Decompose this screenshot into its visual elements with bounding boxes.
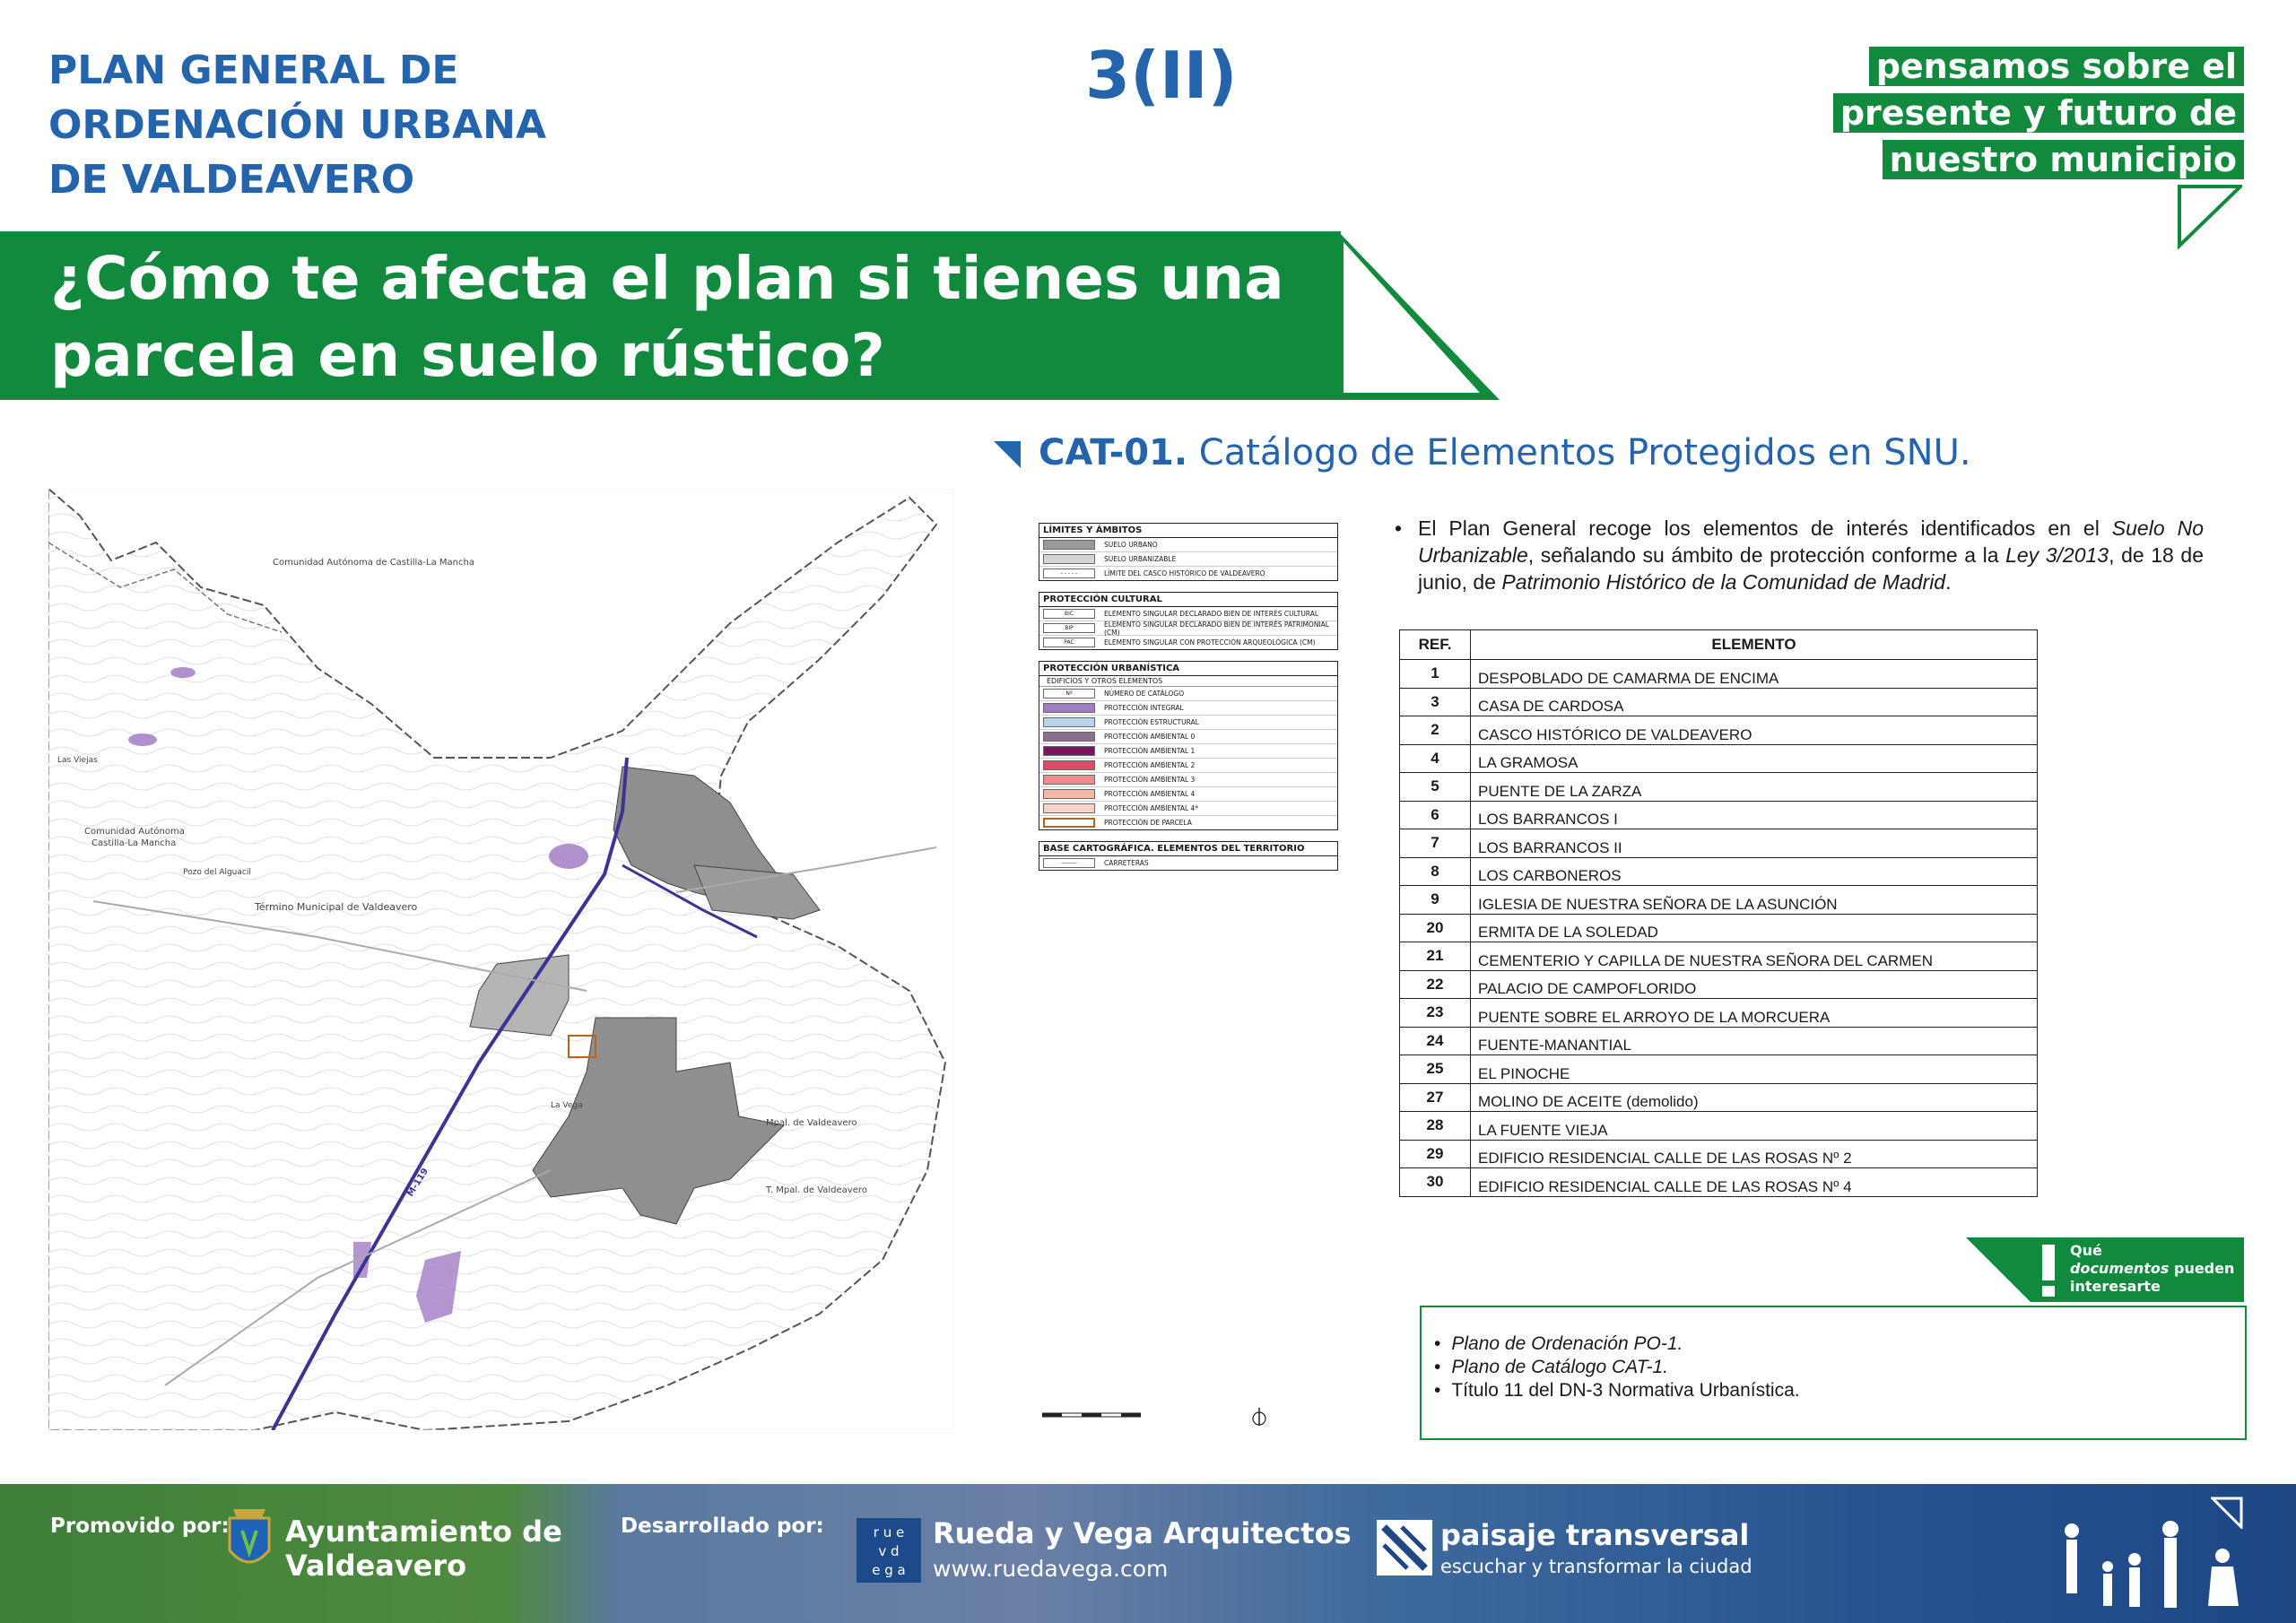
legend-row xyxy=(1039,701,1337,716)
section-marker-icon xyxy=(994,441,1022,470)
municipal-area xyxy=(48,489,945,1430)
table-cell-ref: 4 xyxy=(1400,744,1471,773)
legend-block-title: PROTECCIÓN URBANÍSTICA xyxy=(1039,662,1337,676)
table-cell-element: EDIFICIO RESIDENCIAL CALLE DE LAS ROSAS Nº 4 xyxy=(1471,1168,2038,1197)
legend-label: ELEMENTO SINGULAR DECLARADO BIEN DE INTERÉS PATRIMONIAL (CM) xyxy=(1104,620,1329,637)
document-item-text: Plano de Catálogo CAT-1. xyxy=(1451,1357,1669,1377)
coat-of-arms-icon xyxy=(224,1504,274,1575)
panel-number: 3(II) xyxy=(1085,38,1238,113)
legend-row xyxy=(1039,787,1337,802)
table-row xyxy=(1400,660,2038,689)
legend-label: PROTECCIÓN AMBIENTAL 2 xyxy=(1104,761,1196,769)
table-cell-ref: 29 xyxy=(1400,1140,1471,1168)
table-cell-ref: 24 xyxy=(1400,1027,1471,1055)
catalog-map xyxy=(48,489,954,1430)
intro-text-4: . xyxy=(1945,570,1952,594)
map-label-pozo: Pozo del Alguacil xyxy=(183,868,251,877)
north-arrow-icon xyxy=(1251,1406,1267,1428)
protected-area-1 xyxy=(549,844,588,869)
plan-title-line-1: PLAN GENERAL DE xyxy=(48,48,459,93)
legend-swatch: PAC xyxy=(1043,638,1095,647)
table-cell-element: EL PINOCHE xyxy=(1471,1055,2038,1084)
section-title xyxy=(1039,432,1971,473)
legend-swatch xyxy=(1043,803,1095,813)
legend-swatch xyxy=(1043,818,1095,828)
table-cell-ref: 9 xyxy=(1400,886,1471,915)
documents-header-line-1: Qué xyxy=(2070,1242,2102,1259)
plan-title-line-2: ORDENACIÓN URBANA xyxy=(48,102,547,148)
table-cell-element: ERMITA DE LA SOLEDAD xyxy=(1471,914,2038,942)
rueda-vega-logo-line-2: v d xyxy=(878,1543,900,1559)
paisaje-transversal-logo-icon xyxy=(1377,1520,1432,1575)
table-row xyxy=(1400,999,2038,1028)
legend-label: PROTECCIÓN ESTRUCTURAL xyxy=(1104,718,1199,726)
intro-italic-1: Suelo No Urbanizable xyxy=(1418,516,2204,567)
protected-area-2 xyxy=(128,733,157,746)
legend-block xyxy=(1039,523,1338,581)
intro-text-2: , señalando su ámbito de protección conforme a la xyxy=(1527,543,2006,567)
documents-header-line-2: pueden xyxy=(2173,1260,2235,1277)
table-cell-ref: 22 xyxy=(1400,970,1471,999)
legend-row xyxy=(1039,856,1337,870)
legend-label: LÍMITE DEL CASCO HISTÓRICO DE VALDEAVERO xyxy=(1104,569,1265,577)
promoter-name xyxy=(285,1515,562,1583)
legend-label: PROTECCIÓN INTEGRAL xyxy=(1104,704,1184,712)
map-label-region-w1: Comunidad Autónoma xyxy=(84,827,185,837)
document-item xyxy=(1434,1379,2245,1402)
map-label-region-ne: Comunidad Autónoma de Castilla-La Mancha xyxy=(273,558,474,568)
legend-swatch xyxy=(1043,789,1095,799)
map-label-mpal-1: Mpal. de Valdeavero xyxy=(766,1118,857,1128)
table-row xyxy=(1400,970,2038,999)
legend-label: PROTECCIÓN AMBIENTAL 0 xyxy=(1104,733,1196,741)
table-cell-element: LOS CARBONEROS xyxy=(1471,857,2038,886)
legend-label: PROTECCIÓN AMBIENTAL 3 xyxy=(1104,776,1196,784)
legend-label: SUELO URBANO xyxy=(1104,541,1158,549)
table-cell-ref: 5 xyxy=(1400,773,1471,802)
legend-block-title: PROTECCIÓN CULTURAL xyxy=(1039,593,1337,607)
legend-swatch: Nº xyxy=(1043,689,1095,699)
document-item xyxy=(1434,1332,2245,1356)
table-header-row xyxy=(1400,630,2038,660)
table-cell-element: CASA DE CARDOSA xyxy=(1471,688,2038,716)
table-cell-element: PALACIO DE CAMPOFLORIDO xyxy=(1471,970,2038,999)
intro-text-1: El Plan General recoge los elementos de interés identificados en el xyxy=(1418,516,2112,540)
footer xyxy=(0,1484,2296,1623)
banner-line-2: parcela en suelo rústico? xyxy=(50,321,885,390)
table-row xyxy=(1400,716,2038,745)
slogan xyxy=(1833,47,2244,187)
table-row xyxy=(1400,1168,2038,1197)
legend-row xyxy=(1039,730,1337,744)
map-label-vega: La Vega xyxy=(551,1101,583,1110)
promoter-line-1: Ayuntamiento de xyxy=(285,1515,562,1549)
legend-row xyxy=(1039,636,1337,649)
legend-swatch: BIP xyxy=(1043,623,1095,633)
legend-row xyxy=(1039,538,1337,552)
legend-row xyxy=(1039,687,1337,701)
intro-paragraph xyxy=(1395,515,2204,595)
firm-name: Rueda y Vega Arquitectos xyxy=(933,1516,1352,1550)
legend-block xyxy=(1039,592,1338,650)
table-row xyxy=(1400,801,2038,829)
table-cell-element: LA FUENTE VIEJA xyxy=(1471,1112,2038,1141)
table-cell-ref: 2 xyxy=(1400,716,1471,745)
legend-swatch: BIC xyxy=(1043,609,1095,619)
legend-row xyxy=(1039,744,1337,759)
documents-list xyxy=(1434,1332,2245,1402)
table-cell-ref: 8 xyxy=(1400,857,1471,886)
map-label-mpal-2: T. Mpal. de Valdeavero xyxy=(766,1185,867,1195)
partner-name: paisaje transversal xyxy=(1440,1518,1750,1552)
legend-row xyxy=(1039,567,1337,580)
table-row xyxy=(1400,1055,2038,1084)
document-item xyxy=(1434,1356,2245,1379)
table-cell-ref: 6 xyxy=(1400,801,1471,829)
slogan-triangle-icon xyxy=(2178,185,2242,249)
table-row xyxy=(1400,744,2038,773)
banner-question xyxy=(50,240,1342,395)
catalog-table xyxy=(1399,629,2038,1197)
column-header-ref: REF. xyxy=(1400,630,1471,660)
legend-label: PROTECCIÓN AMBIENTAL 1 xyxy=(1104,747,1196,755)
legend-swatch xyxy=(1043,703,1095,713)
slogan-line-1: pensamos sobre el xyxy=(1869,47,2244,86)
table-cell-element: MOLINO DE ACEITE (demolido) xyxy=(1471,1083,2038,1112)
documents-header-text xyxy=(2070,1242,2249,1296)
table-cell-element: IGLESIA DE NUESTRA SEÑORA DE LA ASUNCIÓN xyxy=(1471,886,2038,915)
table-cell-element: CEMENTERIO Y CAPILLA DE NUESTRA SEÑORA DEL CARMEN xyxy=(1471,942,2038,971)
legend-label: PROTECCIÓN AMBIENTAL 4* xyxy=(1104,804,1199,812)
section-code: CAT-01. xyxy=(1039,432,1188,473)
legend-swatch xyxy=(1043,746,1095,756)
table-cell-element: LOS BARRANCOS I xyxy=(1471,801,2038,829)
rueda-vega-logo-line-1: r u e xyxy=(873,1524,905,1541)
table-cell-ref: 30 xyxy=(1400,1168,1471,1197)
people-silhouettes-icon xyxy=(2054,1520,2251,1619)
legend-label: ELEMENTO SINGULAR CON PROTECCIÓN ARQUEOLÓGICA (CM) xyxy=(1104,638,1316,647)
table-row xyxy=(1400,914,2038,942)
table-cell-element: EDIFICIO RESIDENCIAL CALLE DE LAS ROSAS Nº 2 xyxy=(1471,1140,2038,1168)
legend-block-subtitle: EDIFICIOS Y OTROS ELEMENTOS xyxy=(1039,676,1337,687)
table-cell-element: PUENTE SOBRE EL ARROYO DE LA MORCUERA xyxy=(1471,999,2038,1028)
map-label-viejas: Las Viejas xyxy=(57,756,98,765)
table-cell-element: PUENTE DE LA ZARZA xyxy=(1471,773,2038,802)
legend-row xyxy=(1039,716,1337,730)
table-row xyxy=(1400,857,2038,886)
table-cell-ref: 7 xyxy=(1400,829,1471,858)
table-cell-ref: 3 xyxy=(1400,688,1471,716)
scale-bar xyxy=(1042,1410,1141,1422)
developed-by-label: Desarrollado por: xyxy=(621,1515,824,1538)
rueda-vega-logo xyxy=(857,1518,921,1583)
table-cell-ref: 21 xyxy=(1400,942,1471,971)
promoted-by-label: Promovido por: xyxy=(50,1515,230,1538)
plan-title-line-3: DE VALDEAVERO xyxy=(48,157,415,203)
table-row xyxy=(1400,1027,2038,1055)
legend-block-title: BASE CARTOGRÁFICA. ELEMENTOS DEL TERRITORIO xyxy=(1039,842,1337,856)
documents-box xyxy=(1420,1306,2247,1440)
document-item-text: Plano de Ordenación PO-1. xyxy=(1451,1333,1683,1354)
map-legend xyxy=(1039,523,1338,881)
table-row xyxy=(1400,942,2038,971)
slogan-line-3: nuestro municipio xyxy=(1883,140,2244,179)
rueda-vega-logo-line-3: e g a xyxy=(872,1562,906,1578)
table-cell-element: DESPOBLADO DE CAMARMA DE ENCIMA xyxy=(1471,660,2038,689)
plan-title xyxy=(48,43,587,207)
map-label-term: Término Municipal de Valdeavero xyxy=(255,901,418,913)
table-cell-ref: 27 xyxy=(1400,1083,1471,1112)
intro-bullet: • xyxy=(1395,516,1403,540)
table-cell-ref: 28 xyxy=(1400,1112,1471,1141)
protected-area-3 xyxy=(170,667,196,678)
intro-italic-3: Patrimonio Histórico de la Comunidad de Madrid xyxy=(1501,570,1946,594)
legend-label: NÚMERO DE CATÁLOGO xyxy=(1104,690,1185,698)
table-cell-element: FUENTE-MANANTIAL xyxy=(1471,1027,2038,1055)
intro-text-3: , de 18 de junio, de xyxy=(1418,543,2204,594)
legend-swatch xyxy=(1043,775,1095,785)
legend-block-title: LÍMITES Y ÁMBITOS xyxy=(1039,524,1337,538)
legend-label: ELEMENTO SINGULAR DECLARADO BIEN DE INTERÉS CULTURAL xyxy=(1104,610,1319,618)
table-row xyxy=(1400,1112,2038,1141)
table-row xyxy=(1400,688,2038,716)
legend-swatch: ——— xyxy=(1043,858,1095,868)
firm-url: www.ruedavega.com xyxy=(933,1556,1169,1582)
partner-tagline: escuchar y transformar la ciudad xyxy=(1440,1556,1752,1577)
banner-line-1: ¿Cómo te afecta el plan si tienes una xyxy=(50,244,1284,313)
documents-header-word: documentos xyxy=(2070,1260,2170,1277)
legend-row xyxy=(1039,759,1337,773)
catalog-table-body xyxy=(1400,660,2038,1197)
slogan-line-2: presente y futuro de xyxy=(1833,93,2244,133)
map-label-road: M-119 xyxy=(405,1167,431,1199)
legend-label: PROTECCIÓN DE PARCELA xyxy=(1104,819,1192,827)
intro-italic-2: Ley 3/2013 xyxy=(2005,543,2109,567)
legend-block xyxy=(1039,661,1338,830)
banner-triangle-icon xyxy=(1338,231,1504,402)
map-label-region-w2: Castilla-La Mancha xyxy=(91,838,177,848)
table-cell-ref: 25 xyxy=(1400,1055,1471,1084)
legend-swatch xyxy=(1043,732,1095,742)
table-row xyxy=(1400,773,2038,802)
table-row xyxy=(1400,1140,2038,1168)
legend-swatch xyxy=(1043,760,1095,770)
column-header-element: ELEMENTO xyxy=(1471,630,2038,660)
documents-header-line-3: interesarte xyxy=(2070,1278,2161,1295)
legend-block xyxy=(1039,841,1338,871)
document-item-text: Título 11 del DN-3 Normativa Urbanística. xyxy=(1451,1380,1800,1401)
legend-label: SUELO URBANIZABLE xyxy=(1104,555,1177,563)
legend-label: CARRETERAS xyxy=(1104,859,1149,867)
legend-row xyxy=(1039,621,1337,636)
table-row xyxy=(1400,1083,2038,1112)
table-cell-element: LA GRAMOSA xyxy=(1471,744,2038,773)
promoter-line-2: Valdeavero xyxy=(285,1549,467,1583)
legend-row xyxy=(1039,773,1337,787)
legend-swatch xyxy=(1043,717,1095,727)
legend-swatch: - - - - - xyxy=(1043,568,1095,578)
legend-row xyxy=(1039,802,1337,816)
legend-swatch xyxy=(1043,540,1095,550)
table-cell-ref: 20 xyxy=(1400,914,1471,942)
table-cell-element: CASCO HISTÓRICO DE VALDEAVERO xyxy=(1471,716,2038,745)
legend-swatch xyxy=(1043,554,1095,564)
legend-row xyxy=(1039,552,1337,567)
legend-label: PROTECCIÓN AMBIENTAL 4 xyxy=(1104,790,1196,798)
table-cell-ref: 1 xyxy=(1400,660,1471,689)
table-cell-element: LOS BARRANCOS II xyxy=(1471,829,2038,858)
table-row xyxy=(1400,829,2038,858)
table-row xyxy=(1400,886,2038,915)
section-name: Catálogo de Elementos Protegidos en SNU. xyxy=(1198,432,1971,473)
table-cell-ref: 23 xyxy=(1400,999,1471,1028)
legend-row xyxy=(1039,816,1337,829)
